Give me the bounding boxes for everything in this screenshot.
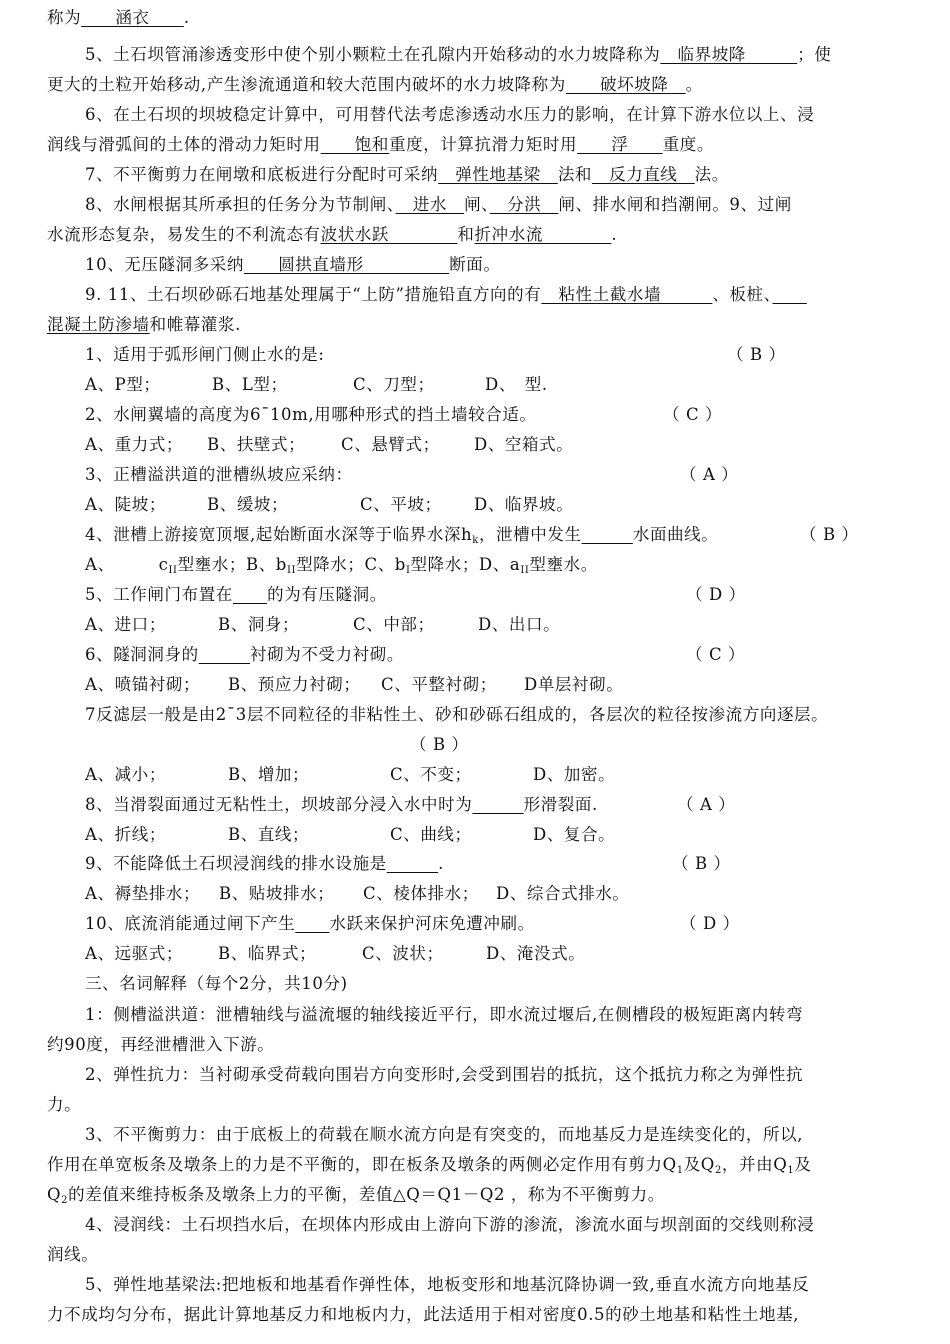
- fill-answer: 涵衣: [81, 8, 184, 27]
- blank: [582, 525, 633, 544]
- option: B、缓坡；: [207, 495, 289, 514]
- option: B、临界式；: [218, 944, 317, 963]
- choice-q10-answer: （ D ）: [680, 914, 740, 933]
- fill-answer: 浮: [577, 135, 663, 154]
- choice-q9-answer: （ B ）: [672, 854, 731, 873]
- blank: [472, 795, 523, 814]
- choice-q6-answer: （ C ）: [686, 645, 746, 664]
- choice-q3: 3、正槽溢洪道的泄槽纵坡应采纳：: [85, 465, 353, 484]
- term-2-line-2: 力。: [47, 1095, 82, 1114]
- option: D单层衬砌。: [524, 675, 624, 694]
- fill-q11-line-2: 混凝土防渗墙和帷幕灌浆.: [47, 315, 241, 334]
- blank: [233, 585, 267, 604]
- option: D、复合。: [533, 825, 616, 844]
- fill-q5-line-2: 更大的土粒开始移动,产生渗流通道和较大范围内破坏的水力坡降称为 破坏坡降 。: [47, 75, 703, 94]
- fill-answer: 反力直线: [592, 165, 695, 184]
- choice-q1: 1、适用于弧形闸门侧止水的是:: [85, 345, 325, 364]
- choice-q6: 6、隧洞洞身的 衬砌为不受力衬砌。: [85, 645, 404, 664]
- choice-q5-answer: （ D ）: [686, 585, 746, 604]
- blank: [387, 854, 438, 873]
- choice-q2: 2、水闸翼墙的高度为6¯10m,用哪种形式的挡土墙较合适。: [85, 405, 537, 424]
- option: C、棱体排水；: [363, 884, 479, 903]
- option: B、洞身；: [218, 615, 300, 634]
- option: B、直线；: [228, 825, 310, 844]
- fill-answer: 进水: [395, 195, 465, 214]
- fill-answer: 混凝土防渗墙: [47, 315, 150, 334]
- choice-q7-answer: （ B ）: [410, 735, 469, 754]
- option: A、折线；: [85, 825, 166, 844]
- option: C、悬臂式；: [341, 435, 440, 454]
- fill-answer: 饱和: [320, 135, 390, 154]
- term-3-line-3: $Q_2$的差值来维持板条及墩条上力的平衡，差值△Q＝Q1－Q2 ，称为不平衡剪力。: [47, 1185, 665, 1206]
- term-3-line-1: 3、不平衡剪力：由于底板上的荷载在顺水流方向是有突变的，而地基反力是连续变化的，所以,: [85, 1125, 804, 1144]
- fill-line-1: 称为 涵衣 .: [47, 8, 190, 27]
- option: B、增加；: [228, 765, 310, 784]
- blank: [199, 645, 250, 664]
- fill-answer: 临界坡降: [660, 45, 798, 64]
- option: A、褥垫排水；: [85, 884, 201, 903]
- fill-q6-line-2: 润线与滑弧间的土体的滑动力矩时用 饱和重度，计算抗滑力矩时用 浮 重度。: [47, 135, 714, 154]
- choice-q2-answer: （ C ）: [663, 405, 723, 424]
- section-heading: 三、名词解释（每个2分，共10分): [85, 974, 348, 993]
- choice-q8-answer: （ A ）: [677, 795, 736, 814]
- term-3-line-2: 作用在单宽板条及墩条上的力是不平衡的，即在板条及墩条的两侧必定作用有剪力$Q_1$及$Q_2$，并由$Q_1$及: [47, 1155, 812, 1176]
- choice-q5: 5、工作闸门布置在 的为有压隧洞。: [85, 585, 387, 604]
- fill-q6-line-1: 6、在土石坝的坝坡稳定计算中，可用替代法考虑渗透动水压力的影响，在计算下游水位以上、浸: [85, 105, 815, 124]
- option: B、贴坡排水；: [219, 884, 335, 903]
- term-4-line-1: 4、浸润线：土石坝挡水后，在坝体内形成由上游向下游的渗流，渗流水面与坝剖面的交线则称浸: [85, 1215, 815, 1234]
- fill-answer: 分洪: [490, 195, 559, 214]
- option: A、减小；: [85, 765, 166, 784]
- fill-q11-line-1: 9. 11、土石坝砂砾石地基处理属于“上防”措施铅直方向的有 粘性土截水墙 、板桩、: [85, 284, 807, 306]
- option: C、曲线；: [390, 825, 472, 844]
- option: A、喷锚衬砌；: [85, 675, 201, 694]
- fill-answer: 弹性地基梁: [438, 165, 558, 184]
- option: B、预应力衬砌；: [228, 675, 361, 694]
- fill-q5-line-1: 5、土石坝管涌渗透变形中使个别小颗粒土在孔隙内开始移动的水力坡降称为 临界坡降 ；使: [85, 45, 832, 64]
- option: B、扶壁式；: [207, 435, 306, 454]
- choice-q4: 4、泄槽上游接宽顶堰,起始断面水深等于临界水深$h_k$，泄槽中发生 水面曲线。: [85, 525, 719, 546]
- fill-q8-line-1: 8、水闸根据其所承担的任务分为节制闸、 进水 闸、 分洪 闸、排水闸和挡潮闸。9、过闸: [85, 195, 792, 214]
- fill-answer: [773, 285, 807, 304]
- term-5-line-1: 5、弹性地基梁法:把地板和地基看作弹性体，地板变形和地基沉降协调一致,垂直水流方向地基反: [85, 1275, 810, 1294]
- option: B、L型；: [212, 375, 288, 394]
- blank: [295, 914, 329, 933]
- fill-answer: 波状水跃: [320, 225, 458, 244]
- fill-q10-line: 10、无压隧洞多采纳 圆拱直墙形 断面。: [85, 255, 501, 274]
- option: A、重力式；: [85, 435, 184, 454]
- choice-q9: 9、不能降低土石坝浸润线的排水设施是 .: [85, 854, 444, 873]
- option: C、平整衬砌；: [381, 675, 497, 694]
- option: A、P型；: [85, 375, 161, 394]
- term-2-line-1: 2、弹性抗力：当衬砌承受荷载向围岩方向变形时,会受到围岩的抵抗，这个抵抗力称之为弹性抗: [85, 1065, 804, 1084]
- fill-answer: 破坏坡降: [565, 75, 686, 94]
- fill-answer: 折冲水流: [474, 225, 612, 244]
- fill-q8-line-2: 水流形态复杂，易发生的不利流态有波状水跃 和折冲水流 .: [47, 225, 618, 244]
- term-1-line-2: 约90度，再经泄槽泄入下游。: [47, 1035, 275, 1054]
- option: C、中部；: [353, 615, 435, 634]
- option: A、陡坡；: [85, 495, 166, 514]
- choice-q8: 8、当滑裂面通过无粘性土，坝坡部分浸入水中时为 形滑裂面.: [85, 795, 598, 814]
- choice-q4-answer: （ B ）: [800, 525, 859, 544]
- option: A、远驱式；: [85, 944, 184, 963]
- option: D、加密。: [533, 765, 616, 784]
- fill-q7-line: 7、不平衡剪力在闸墩和底板进行分配时可采纳 弹性地基梁 法和 反力直线 法。: [85, 165, 729, 184]
- term-4-line-2: 润线。: [47, 1245, 99, 1264]
- option: D、空箱式。: [474, 435, 574, 454]
- option: D、淹没式。: [486, 944, 586, 963]
- option: C、波状；: [362, 944, 444, 963]
- term-5-line-2: 力不成均匀分布，据此计算地基反力和地板内力，此法适用于相对密度0.5的砂土地基和粘性土地基,: [47, 1305, 800, 1324]
- choice-q10: 10、底流消能通过闸下产生 水跃来保护河床免遭冲刷。: [85, 914, 535, 933]
- fill-answer: 粘性土截水墙: [541, 285, 713, 304]
- option: D、 型.: [485, 375, 548, 394]
- option: A、进口；: [85, 615, 166, 634]
- option: C、平坡；: [360, 495, 442, 514]
- choice-q7: 7反滤层一般是由2¯3层不同粒径的非粘性土、砂和砂砾石组成的，各层次的粒径按渗流方向逐层。: [85, 705, 829, 724]
- fill-answer: 圆拱直墙形: [244, 255, 450, 274]
- choice-q4-options: A、 $c_{II}$型壅水；B、$b_{II}$型降水；C、$b_I$型降水；D、$a_{II}$型壅水。: [85, 555, 598, 576]
- choice-q1-answer: （ B ）: [727, 345, 786, 364]
- term-1-line-1: 1：侧槽溢洪道：泄槽轴线与溢流堰的轴线接近平行，即水流过堰后,在侧槽段的极短距离内转弯: [85, 1005, 804, 1024]
- option: C、不变；: [390, 765, 472, 784]
- choice-q3-answer: （ A ）: [680, 465, 739, 484]
- option: D、出口。: [478, 615, 561, 634]
- option: C、刀型；: [353, 375, 435, 394]
- option: D、临界坡。: [474, 495, 574, 514]
- option: D、综合式排水。: [496, 884, 630, 903]
